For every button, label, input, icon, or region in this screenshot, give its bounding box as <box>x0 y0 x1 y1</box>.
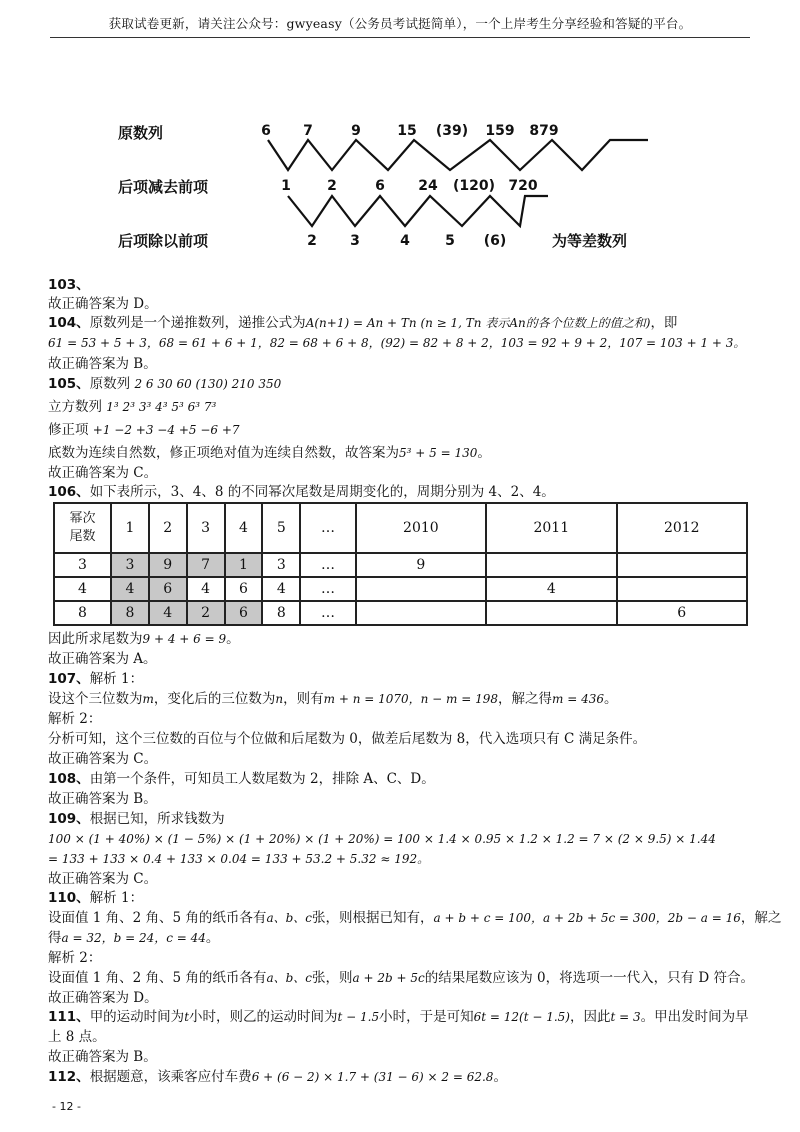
text-line: 故正确答案为 C。 <box>48 465 158 481</box>
table-col-header: 3 <box>187 503 225 553</box>
row2-value: 1 <box>281 178 291 194</box>
table-row <box>54 553 747 577</box>
table-cell: … <box>300 553 355 577</box>
text-line: 故正确答案为 D。 <box>48 296 158 312</box>
text-line: 109、根据已知，所求钱数为 <box>48 811 225 827</box>
row1-value: 9 <box>351 123 361 139</box>
text-line: 分析可知，这个三位数的百位与个位做和后尾数为 0，做差后尾数为 8，代入选项只有 C 满足条件。 <box>48 731 647 747</box>
table-cell: 3 <box>54 553 111 577</box>
table-cell: 1 <box>225 553 263 577</box>
table-cell <box>486 601 616 625</box>
table-cell <box>356 601 486 625</box>
text-line: 104、原数列是一个递推数列，递推公式为A(n+1) = An + Tn (n ≥ 1, Tn 表示An的各个位数上的值之和)，即 <box>48 315 678 331</box>
page-header: 获取试卷更新，请关注公众号：gwyeasy（公务员考试挺简单），一个上岸考生分享经验和答疑的平台。 <box>50 14 750 38</box>
table-cell: 6 <box>617 601 747 625</box>
text-line: 故正确答案为 B。 <box>48 791 157 807</box>
table-cell: 8 <box>111 601 149 625</box>
table-col-header: 2011 <box>486 503 616 553</box>
text-line: 110、解析 1： <box>48 890 144 906</box>
table-col-header: 4 <box>225 503 263 553</box>
text-line: 解析 2： <box>48 711 102 727</box>
text-line: 103、 <box>48 277 90 293</box>
row2-label: 后项减去前项 <box>118 178 209 196</box>
table-cell: 4 <box>111 577 149 601</box>
text-line: 故正确答案为 C。 <box>48 751 158 767</box>
table-cell: 3 <box>111 553 149 577</box>
text-line: 解析 2： <box>48 950 102 966</box>
row2-value: 6 <box>375 178 385 194</box>
table-cell: 6 <box>149 577 187 601</box>
row3-value: 2 <box>307 233 317 249</box>
table-cell: 4 <box>54 577 111 601</box>
table-cell: 4 <box>149 601 187 625</box>
row3-label: 后项除以前项 <box>118 232 209 250</box>
page-number: - 12 - <box>52 1100 81 1113</box>
table-cell: 6 <box>225 601 263 625</box>
table-cell: 6 <box>225 577 263 601</box>
table-cell: 4 <box>486 577 616 601</box>
text-line: 设面值 1 角、2 角、5 角的纸币各有a、b、c张，则根据已知有，a + b + c = 100，a + 2b + 5c = 300，2b − a = 16，解之 <box>48 910 782 926</box>
table-cell: 8 <box>262 601 300 625</box>
power-tail-table <box>53 502 748 626</box>
row2-value: 24 <box>418 178 438 194</box>
sequence-diagram <box>100 118 660 268</box>
table-col-header: 2 <box>149 503 187 553</box>
row1-label: 原数列 <box>118 124 164 142</box>
text-line: = 133 + 133 × 0.4 + 133 × 0.04 = 133 + 53.2 + 5.32 ≈ 192。 <box>48 852 430 866</box>
text-line: 故正确答案为 B。 <box>48 356 157 372</box>
table-cell: 7 <box>187 553 225 577</box>
text-line: 111、甲的运动时间为t小时，则乙的运动时间为t − 1.5小时，于是可知6t = 12(t − 1.5)，因此t = 3。甲出发时间为早 <box>48 1009 749 1025</box>
text-line: 故正确答案为 D。 <box>48 990 158 1006</box>
text-line: 故正确答案为 C。 <box>48 871 158 887</box>
text-line: 100 × (1 + 40%) × (1 − 5%) × (1 + 20%) × (1 + 20%) = 100 × 1.4 × 0.95 × 1.2 × 1.2 = 7 × (2 × 9.5) × 1.44 <box>48 832 716 846</box>
row1-value: 159 <box>485 123 515 139</box>
row3-value: (6) <box>483 233 507 249</box>
table-row <box>54 577 747 601</box>
row2-value: 2 <box>327 178 337 194</box>
row2-value: (120) <box>452 178 496 194</box>
text-line: 设面值 1 角、2 角、5 角的纸币各有a、b、c张，则a + 2b + 5c的结果尾数应该为 0，将选项一一代入，只有 D 符合。 <box>48 970 754 986</box>
table-cell: 4 <box>187 577 225 601</box>
row3-value: 3 <box>350 233 360 249</box>
table-cell <box>356 577 486 601</box>
row3-note: 为等差数列 <box>552 232 628 250</box>
table-corner-cell: 幂次 尾数 <box>54 503 111 553</box>
row2-value: 720 <box>508 178 538 194</box>
table-cell <box>617 577 747 601</box>
table-cell: 4 <box>262 577 300 601</box>
text-line: 故正确答案为 B。 <box>48 1049 157 1065</box>
table-cell: 3 <box>262 553 300 577</box>
row1-value: 7 <box>303 123 313 139</box>
text-line: 底数为连续自然数，修正项绝对值为连续自然数，故答案为5³ + 5 = 130。 <box>48 445 491 461</box>
text-line: 修正项 +1 −2 +3 −4 +5 −6 +7 <box>48 422 240 438</box>
table-cell: 2 <box>187 601 225 625</box>
table-col-header: 1 <box>111 503 149 553</box>
text-line: 上 8 点。 <box>48 1029 106 1045</box>
text-line: 106、如下表所示，3、4、8 的不同幂次尾数是周期变化的，周期分别为 4、2、4。 <box>48 484 555 500</box>
text-line: 立方数列 1³ 2³ 3³ 4³ 5³ 6³ 7³ <box>48 399 217 415</box>
table-col-header: 2010 <box>356 503 486 553</box>
table-col-header: 2012 <box>617 503 747 553</box>
row3-value: 5 <box>445 233 455 249</box>
text-line: 得a = 32，b = 24，c = 44。 <box>48 930 220 946</box>
table-cell: 9 <box>149 553 187 577</box>
text-line: 设这个三位数为m，变化后的三位数为n，则有m + n = 1070，n − m = 198，解之得m = 436。 <box>48 691 618 707</box>
table-cell <box>486 553 616 577</box>
table-cell: 8 <box>54 601 111 625</box>
text-line: 107、解析 1： <box>48 671 144 687</box>
table-cell <box>617 553 747 577</box>
table-cell: 9 <box>356 553 486 577</box>
row1-value: 15 <box>397 123 417 139</box>
row3-value: 4 <box>400 233 410 249</box>
table-cell: … <box>300 577 355 601</box>
row1-value: (39) <box>435 123 469 139</box>
table-cell: … <box>300 601 355 625</box>
text-line: 因此所求尾数为9 + 4 + 6 = 9。 <box>48 631 240 647</box>
text-line: 故正确答案为 A。 <box>48 651 157 667</box>
text-line: 61 = 53 + 5 + 3，68 = 61 + 6 + 1，82 = 68 + 6 + 8，(92) = 82 + 8 + 2，103 = 92 + 9 + 2，107 = 103 + 1 + 3。 <box>48 336 746 350</box>
text-line: 105、原数列 2 6 30 60 (130) 210 350 <box>48 376 282 392</box>
row1-value: 879 <box>529 123 559 139</box>
table-header-row <box>54 503 747 553</box>
text-line: 108、由第一个条件，可知员工人数尾数为 2，排除 A、C、D。 <box>48 771 435 787</box>
table-col-header: … <box>300 503 355 553</box>
row1-value: 6 <box>261 123 271 139</box>
table-col-header: 5 <box>262 503 300 553</box>
text-line: 112、根据题意，该乘客应付车费6 + (6 − 2) × 1.7 + (31 − 6) × 2 = 62.8。 <box>48 1069 507 1085</box>
table-row <box>54 601 747 625</box>
